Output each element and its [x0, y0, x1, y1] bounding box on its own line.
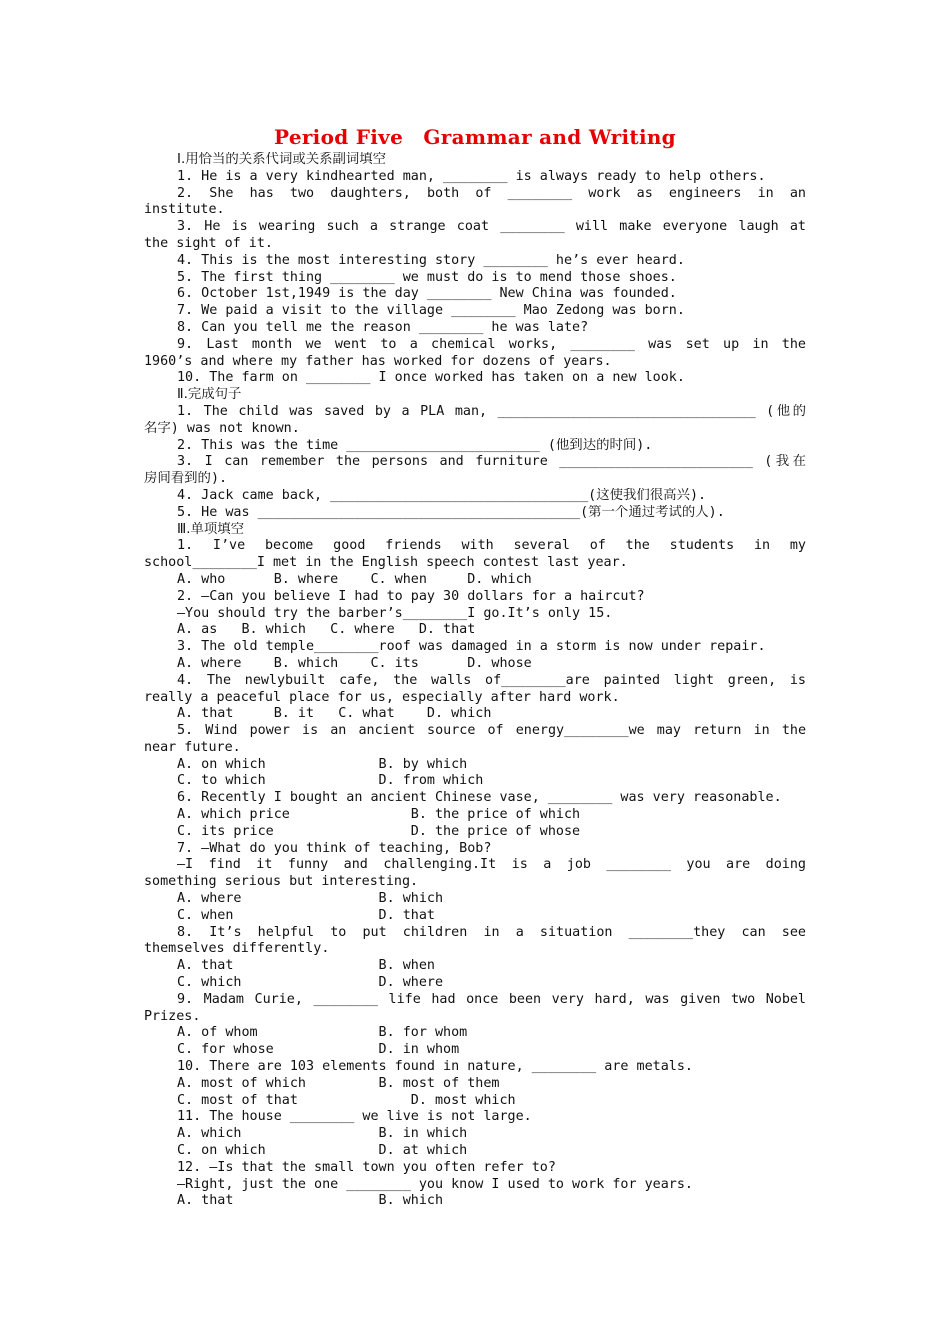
- text-line: 10. The farm on ________ I once worked has taken on a new look.: [177, 370, 685, 386]
- text-line: 1. The child was saved by a PLA man, ________________________________ (他的: [177, 403, 806, 419]
- section-2-body: [144, 404, 806, 522]
- text-line: Prizes.: [144, 1008, 201, 1024]
- text-line: C. most of that D. most which: [177, 1092, 516, 1108]
- section-heading-3: Ⅲ.单项填空: [177, 521, 245, 537]
- text-line: 6. Recently I bought an ancient Chinese vase, ________ was very reasonable.: [177, 790, 782, 806]
- text-line: 11. The house ________ we live is not large.: [177, 1109, 532, 1125]
- text-line: 5. He was ________________________________________(第一个通过考试的人).: [177, 504, 725, 520]
- page-title: Period Five Grammar and Writing: [274, 125, 676, 149]
- text-line: themselves differently.: [144, 941, 330, 957]
- text-line: A. that B. which: [177, 1193, 444, 1209]
- text-line: institute.: [144, 202, 225, 218]
- document-page: [144, 122, 806, 1210]
- text-line: C. on which D. at which: [177, 1143, 468, 1159]
- text-line: —Right, just the one ________ you know I used to work for years.: [177, 1176, 693, 1192]
- text-line: 4. This is the most interesting story ________ he’s ever heard.: [177, 252, 685, 268]
- text-line: near future.: [144, 739, 241, 755]
- section-heading-2: Ⅱ.完成句子: [177, 387, 242, 403]
- text-line: 1. He is a very kindhearted man, ________ is always ready to help others.: [177, 168, 766, 184]
- text-line: A. where B. which: [177, 891, 444, 907]
- text-line: C. to which D. from which: [177, 773, 484, 789]
- text-line: 10. There are 103 elements found in nature, ________ are metals.: [177, 1059, 693, 1075]
- text-line: 1960’s and where my father has worked for dozens of years.: [144, 353, 612, 369]
- text-line: A. that B. when: [177, 958, 435, 974]
- text-line: 名字) was not known.: [144, 420, 300, 436]
- text-line: 3. The old temple________roof was damaged in a storm is now under repair.: [177, 639, 766, 655]
- text-line: A. on which B. by which: [177, 756, 468, 772]
- text-line: 4. The newlybuilt cafe, the walls of________are painted light green, is: [177, 672, 806, 688]
- text-line: 4. Jack came back, ________________________________(这使我们很高兴).: [177, 487, 707, 503]
- text-line: 3. He is wearing such a strange coat ________ will make everyone laugh at: [177, 219, 806, 235]
- section-3-body: [144, 538, 806, 1210]
- text-line: 12. —Is that the small town you often refer to?: [177, 1159, 556, 1175]
- text-line: 2. —Can you believe I had to pay 30 dollars for a haircut?: [177, 588, 645, 604]
- section-1-body: [144, 169, 806, 387]
- text-line: A. which B. in which: [177, 1126, 468, 1142]
- text-line: —You should try the barber’s________I go.It’s only 15.: [177, 605, 613, 621]
- text-line: 6. October 1st,1949 is the day ________ New China was founded.: [177, 286, 677, 302]
- text-line: school________I met in the English speech contest last year.: [144, 555, 628, 571]
- text-line: A. where B. which C. its D. whose: [177, 655, 532, 671]
- text-line: A. of whom B. for whom: [177, 1025, 468, 1041]
- text-line: 7. We paid a visit to the village ________ Mao Zedong was born.: [177, 303, 685, 319]
- text-line: C. when D. that: [177, 907, 435, 923]
- text-line: 8. Can you tell me the reason ________ he was late?: [177, 319, 589, 335]
- text-line: —I find it funny and challenging.It is a job ________ you are doing: [177, 857, 806, 873]
- text-line: A. as B. which C. where D. that: [177, 622, 476, 638]
- text-line: 房间看到的).: [144, 471, 228, 487]
- text-line: 2. This was the time ________________________ (他到达的时间).: [177, 437, 653, 453]
- text-line: something serious but interesting.: [144, 874, 419, 890]
- text-line: C. for whose D. in whom: [177, 1042, 460, 1058]
- text-line: 3. I can remember the persons and furniture ________________________ (我在: [177, 454, 806, 470]
- text-line: A. who B. where C. when D. which: [177, 571, 532, 587]
- text-line: 8. It’s helpful to put children in a situation ________they can see: [177, 924, 806, 940]
- text-line: 2. She has two daughters, both of ________ work as engineers in an: [177, 185, 806, 201]
- text-line: 5. The first thing ________ we must do is to mend those shoes.: [177, 269, 677, 285]
- text-line: A. which price B. the price of which: [177, 807, 581, 823]
- text-line: 5. Wind power is an ancient source of energy________we may return in the: [177, 723, 806, 739]
- text-line: C. its price D. the price of whose: [177, 823, 581, 839]
- text-line: A. most of which B. most of them: [177, 1075, 500, 1091]
- text-line: 7. —What do you think of teaching, Bob?: [177, 840, 492, 856]
- text-line: A. that B. it C. what D. which: [177, 706, 492, 722]
- text-line: the sight of it.: [144, 235, 273, 251]
- text-line: 1. I’ve become good friends with several of the students in my: [177, 538, 806, 554]
- text-line: really a peaceful place for us, especially after hard work.: [144, 689, 620, 705]
- text-line: C. which D. where: [177, 975, 444, 991]
- text-line: 9. Last month we went to a chemical works, ________ was set up in the: [177, 336, 806, 352]
- section-heading-1: Ⅰ.用恰当的关系代词或关系副词填空: [177, 152, 387, 167]
- text-line: 9. Madam Curie, ________ life had once been very hard, was given two Nobel: [177, 991, 806, 1007]
